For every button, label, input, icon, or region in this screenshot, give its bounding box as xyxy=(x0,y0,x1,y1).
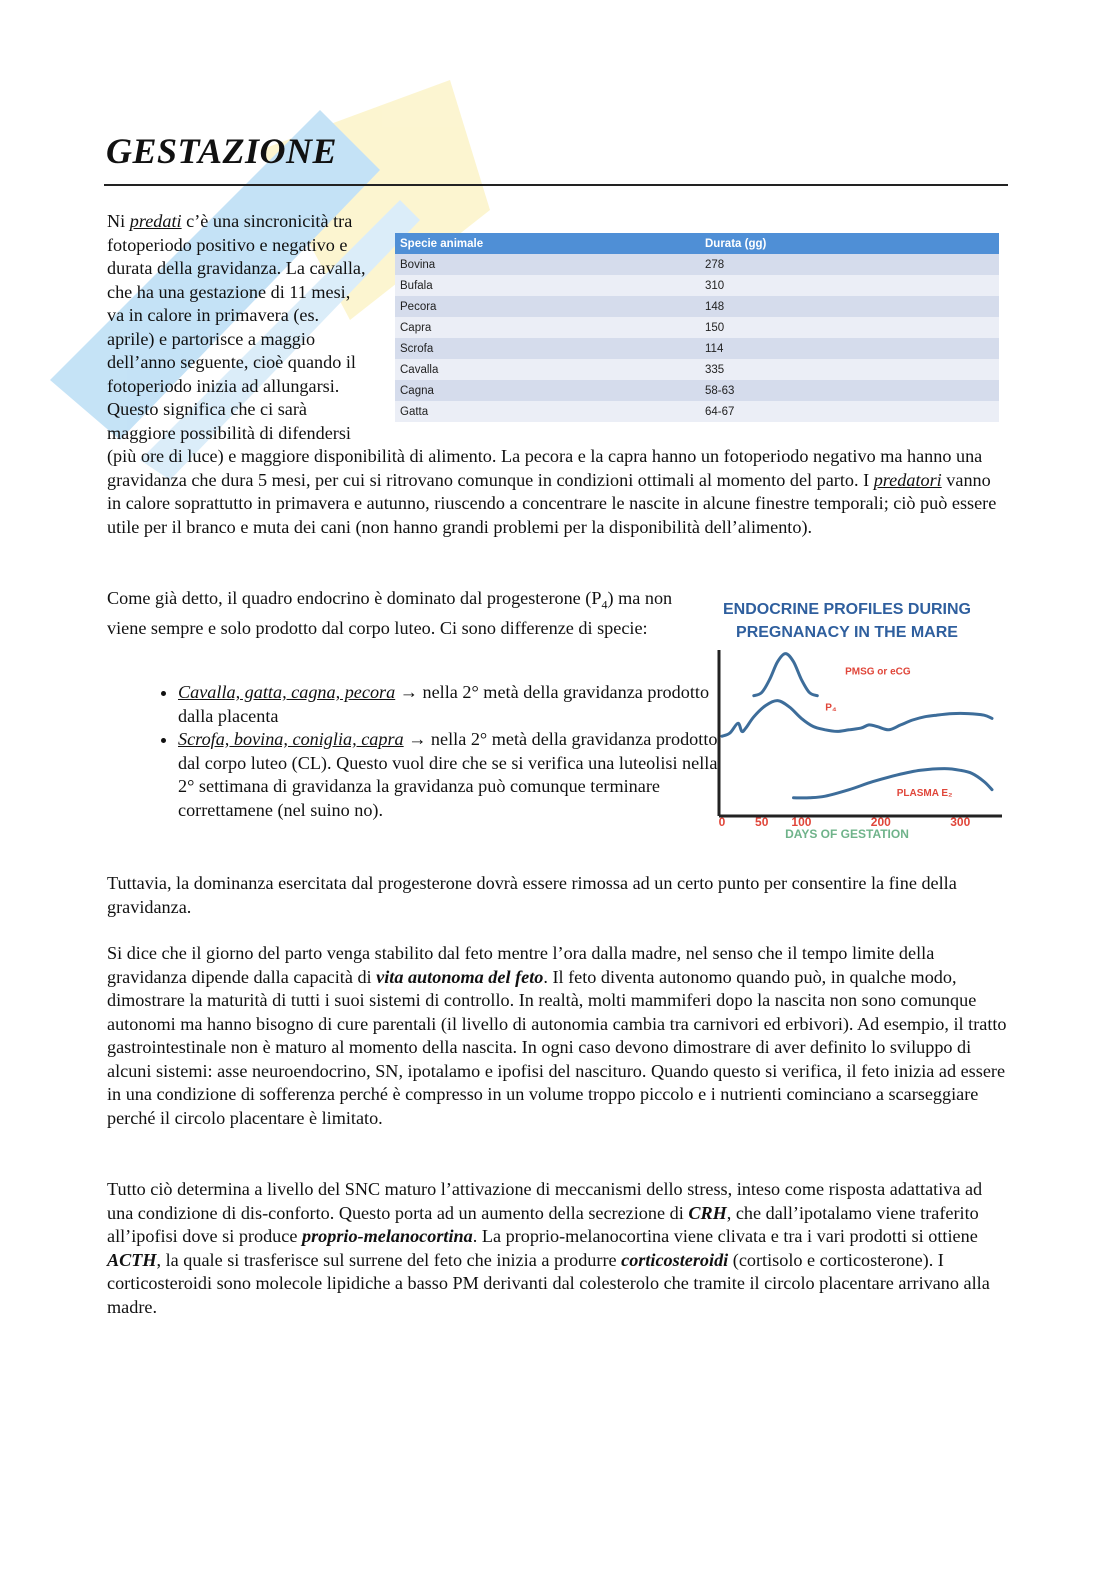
list-item xyxy=(178,681,718,728)
snc-text-4: , la quale si trasferisce sul surrene del feto che inizia a produrre xyxy=(156,1249,622,1270)
cell-species: Cagna xyxy=(395,380,700,401)
series-label: PMSG or eCG xyxy=(845,666,911,678)
gestation-table xyxy=(395,233,999,422)
cell-species: Bufala xyxy=(395,275,700,296)
term-predati: predati xyxy=(129,211,182,231)
chart-title-line-1: ENDOCRINE PROFILES DURING xyxy=(722,601,972,618)
cell-duration: 64-67 xyxy=(700,401,999,422)
cell-species: Pecora xyxy=(395,296,700,317)
intro-prefix: Ni xyxy=(107,211,130,231)
arrow-icon: → xyxy=(403,729,431,749)
snc-text-1: Tutto ciò determina a livello del SNC maturo l’attivazione di meccanismi dello stress, inteso come risposta adattativa ad una condizione di dis-conforto. Questo porta ad un aumento della secrezione di xyxy=(107,1179,983,1223)
snc-text-3: . La proprio-melanocortina viene clivata e tra i vari prodotti si ottiene xyxy=(472,1226,978,1246)
cell-species: Capra xyxy=(395,317,700,338)
table-row xyxy=(395,317,999,338)
cell-duration: 148 xyxy=(700,296,999,317)
endocrine-text-2: ) ma non viene sempre e solo prodotto dal corpo luteo. Ci sono differenze di specie: xyxy=(107,588,673,639)
table-row xyxy=(395,380,999,401)
table-row xyxy=(395,275,999,296)
table-row xyxy=(395,401,999,422)
chart-title-line-2: PREGNANACY IN THE MARE xyxy=(736,624,958,641)
p4-subscript: 4 xyxy=(601,597,608,612)
species-group: Scrofa, bovina, coniglia, capra xyxy=(178,729,404,749)
x-tick-label: 0 xyxy=(718,815,726,829)
intro-text-1: c’è una sincronicità tra fotoperiodo positivo e negativo e durata della gravidanza. La cavalla, che ha una gestazione di 11 mesi, va in calore in primavera (es. aprile) e partorisce a maggio dell’anno seguente, cioè quando il fotoperiodo inizia ad allungarsi. Questo significa che ci sarà maggiore possibilità di difendersi (più ore di luce) e maggiore disponibilità di alimento. La pecora e la capra hanno un fotoperiodo negativo ma hanno una gravidanza che dura 5 mesi, per cui si ritrovano comunque in condizioni ottimali al momento del parto. I xyxy=(107,211,983,490)
species-group: Cavalla, gatta, cagna, pecora xyxy=(178,682,396,702)
page-title: GESTAZIONE xyxy=(106,131,338,171)
endocrine-chart xyxy=(692,592,1002,842)
cell-species: Cavalla xyxy=(395,359,700,380)
table-row xyxy=(395,338,999,359)
term-crh: CRH xyxy=(688,1202,727,1223)
parto-text-2: . Il feto diventa autonomo quando può, in qualche modo, dimostrare la maturità di tutti i suoi sistemi di controllo. In realtà, molti mammiferi dopo la nascita non sono comunque autonomi ma hanno bisogno di cure parentali (il livello di autonomia cambia tra carnivori ed erbivori). Ad esempio, il tratto gastrointestinale non è maturo al momento della nascita. In ogni caso devono dimostrare di aver definito lo sviluppo di alcuni sistemi: asse neuroendocrino, SN, ipotalamo e ipofisi del nascituro. Quando questo si verifica, il feto inizia ad essere in una condizione di sofferenza perché è compresso in un volume troppo piccolo e i nutrienti cominciano a scarseggiare perché il circolo placentare è limitato. xyxy=(107,966,1007,1128)
series-label: P₄ xyxy=(825,702,837,714)
endocrine-text-1: Come già detto, il quadro endocrino è dominato dal progesterone (P xyxy=(107,588,602,608)
species-description: nella 2° metà della gravidanza prodotto dal corpo luteo (CL). Questo vuol dire che se si verifica una luteolisi nella 2° settimana di gravidanza la gravidanza può comunque terminare correttamene (nel suino no). xyxy=(178,729,718,820)
chart-svg xyxy=(692,592,1002,842)
parto-paragraph xyxy=(107,942,1007,1130)
title-divider xyxy=(104,184,1008,186)
snc-text-2: , che dall’ipotalamo viene traferito all’ipofisi dove si produce xyxy=(107,1202,979,1246)
snc-text-5: (cortisolo e corticosterone). I corticosteroidi sono molecole lipidiche a basso PM derivanti dal colesterolo che tramite il circolo placentare arrivano alla madre. xyxy=(107,1249,990,1317)
species-description: nella 2° metà della gravidanza prodotto dalla placenta xyxy=(178,682,710,726)
cell-species: Scrofa xyxy=(395,338,700,359)
header-species: Specie animale xyxy=(395,233,700,254)
species-list xyxy=(140,681,718,822)
cell-species: Bovina xyxy=(395,254,700,275)
endocrine-paragraph xyxy=(107,587,682,641)
cell-species: Gatta xyxy=(395,401,700,422)
tuttavia-paragraph: Tuttavia, la dominanza esercitata dal progesterone dovrà essere rimossa ad un certo punto per consentire la fine della gravidanza. xyxy=(107,873,957,917)
term-corticosteroidi: corticosteroidi xyxy=(621,1249,729,1270)
x-tick-label: 50 xyxy=(755,815,769,829)
term-proprio-melanocortina: proprio-melanocortina xyxy=(301,1226,473,1246)
header-duration: Durata (gg) xyxy=(700,233,999,254)
table-header-row xyxy=(395,233,999,254)
intro-text-2: vanno in calore soprattutto in primavera e autunno, riuscendo a concentrare le nascite in alcune finestre temporali; ciò può essere utile per il branco e muta dei cani (non hanno grandi problemi per la disponibilità dell’alimento). xyxy=(107,469,997,537)
x-tick-label: 200 xyxy=(870,815,891,829)
cell-duration: 278 xyxy=(700,254,999,275)
series-line-plasma-e2 xyxy=(794,769,993,798)
x-tick-label: 300 xyxy=(950,815,971,829)
parto-text-1: Si dice che il giorno del parto venga stabilito dal feto mentre l’ora dalla madre, nel senso che il tempo limite della gravidanza dipende dalla capacità di xyxy=(107,943,935,987)
cell-duration: 114 xyxy=(700,338,999,359)
x-tick-label: 100 xyxy=(791,815,812,829)
arrow-icon: → xyxy=(395,682,423,702)
term-acth: ACTH xyxy=(107,1249,157,1270)
cell-duration: 310 xyxy=(700,275,999,296)
term-vita-autonoma: vita autonoma del feto xyxy=(376,966,544,987)
snc-paragraph xyxy=(107,1178,1007,1319)
cell-duration: 150 xyxy=(700,317,999,338)
list-item xyxy=(178,728,718,822)
x-axis-label: DAYS OF GESTATION xyxy=(785,827,909,841)
cell-duration: 58-63 xyxy=(700,380,999,401)
series-label: PLASMA E₂ xyxy=(896,788,953,800)
cell-duration: 335 xyxy=(700,359,999,380)
table-row xyxy=(395,359,999,380)
series-line-pmsg-or-ecg xyxy=(754,654,818,696)
table-row xyxy=(395,254,999,275)
term-predatori: predatori xyxy=(873,469,942,490)
series-line-p4 xyxy=(722,701,992,737)
table-row xyxy=(395,296,999,317)
